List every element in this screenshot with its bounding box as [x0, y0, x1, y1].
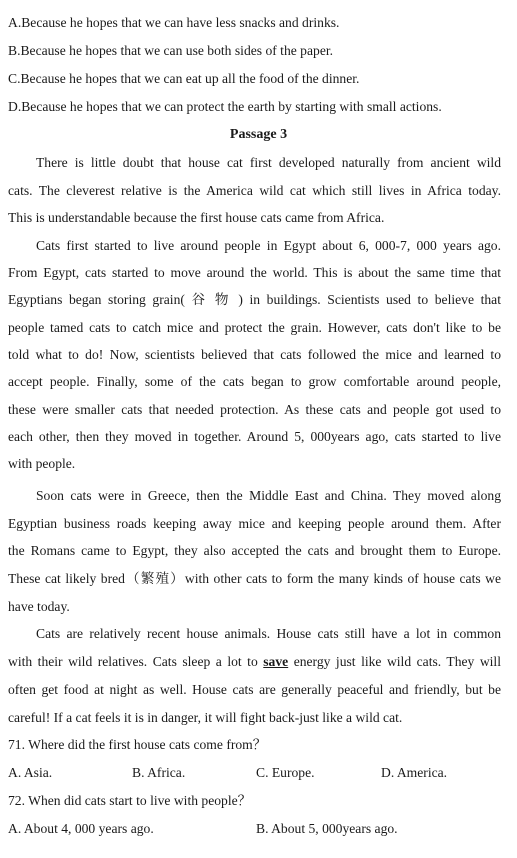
- para2-line: told what to do! Now, scientists believed that cats followed the mice and learned to: [8, 347, 501, 362]
- prev-option-c: C.Because he hopes that we can eat up all the food of the dinner.: [8, 71, 360, 86]
- para1-line: There is little doubt that house cat first developed naturally from ancient wild: [36, 155, 501, 170]
- para1-line: cats. The cleverest relative is the America wild cat which still lives in Africa today.: [8, 183, 501, 198]
- q71-option-a: A. Asia.: [8, 765, 53, 780]
- question-72: 72. When did cats start to live with people？: [8, 793, 252, 808]
- para3-line: the Romans came to Egypt, they also accepted the cats and brought them to Europe.: [8, 543, 501, 558]
- para3-line: Soon cats were in Greece, then the Middle East and China. They moved along: [36, 488, 501, 503]
- para2-line: these were smaller cats that needed protection. As these cats and people got used to: [8, 402, 501, 417]
- para3-line: have today.: [8, 599, 70, 614]
- q72-option-a: A. About 4, 000 years ago.: [8, 821, 154, 836]
- prev-option-d: D.Because he hopes that we can protect the earth by starting with small actions.: [8, 99, 442, 114]
- para4-line: careful! If a cat feels it is in danger, it will fight back-just like a wild cat.: [8, 710, 403, 725]
- para4-text: energy just like wild cats. They will: [288, 654, 501, 669]
- para2-line: accept people. Finally, some of the cats began to grow comfortable around people,: [8, 374, 501, 389]
- underlined-word-save: save: [263, 654, 289, 669]
- q71-option-d: D. America.: [381, 765, 448, 780]
- q71-option-b: B. Africa.: [132, 765, 186, 780]
- para4-line: often get food at night as well. House cats are generally peaceful and friendly, but be: [8, 682, 501, 697]
- para2-line: Cats first started to live around people in Egypt about 6, 000-7, 000 years ago.: [36, 238, 501, 253]
- para2-line: From Egypt, cats started to move around the world. This is about the same time that: [8, 265, 501, 280]
- q72-option-b: B. About 5, 000years ago.: [256, 821, 398, 836]
- question-71: 71. Where did the first house cats come from？: [8, 737, 267, 752]
- para2-line: people tamed cats to catch mice and protect the grain. However, cats don't like to be: [8, 320, 501, 335]
- para1-line: This is understandable because the first house cats came from Africa.: [8, 210, 385, 225]
- para4-line: Cats are relatively recent house animals. House cats still have a lot in common: [36, 626, 501, 641]
- para3-line: These cat likely bred（繁殖）with other cats to form the many kinds of house cats we: [8, 571, 501, 586]
- prev-option-b: B.Because he hopes that we can use both sides of the paper.: [8, 43, 334, 58]
- q71-option-c: C. Europe.: [256, 765, 315, 780]
- para2-line: with people.: [8, 456, 76, 471]
- para3-line: Egyptian business roads keeping away mice and keeping people around them. After: [8, 516, 501, 531]
- passage-title: Passage 3: [229, 127, 288, 142]
- para2-line: each other, then they moved in together. Around 5, 000years ago, cats started to live: [8, 429, 501, 444]
- para2-line: Egyptians began storing grain( 谷 物 ) in buildings. Scientists used to believe that: [8, 292, 501, 307]
- para4-line-with-underline: [8, 653, 501, 671]
- prev-option-a: A.Because he hopes that we can have less snacks and drinks.: [8, 15, 340, 30]
- para4-text: with their wild relatives. Cats sleep a lot to: [8, 654, 264, 669]
